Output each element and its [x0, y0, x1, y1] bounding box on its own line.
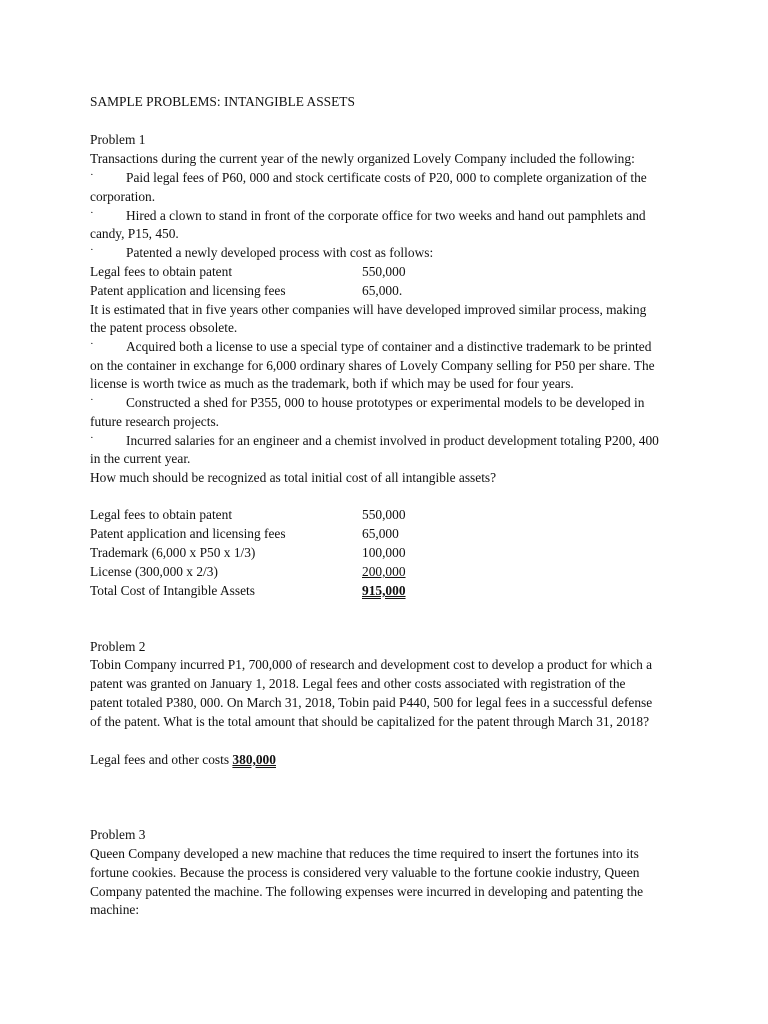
- solution-label: Trademark (6,000 x P50 x 1/3): [90, 545, 256, 560]
- bullet-continuation: in the current year.: [90, 451, 191, 466]
- bullet-marker: ·: [90, 394, 94, 406]
- cost-amount: 550,000: [362, 264, 406, 279]
- problem-3-text: Queen Company developed a new machine that reduces the time required to insert the fortunes into its: [90, 846, 639, 861]
- bullet-continuation: on the container in exchange for 6,000 ordinary shares of Lovely Company selling for P50 per share. The: [90, 358, 655, 373]
- problem-3-text: fortune cookies. Because the process is considered very valuable to the fortune cookie industry, Queen: [90, 865, 640, 880]
- bullet-text: Patented a newly developed process with cost as follows:: [126, 245, 434, 260]
- problem-2-text: Tobin Company incurred P1, 700,000 of research and development cost to develop a product for which a: [90, 657, 653, 672]
- bullet-continuation: future research projects.: [90, 414, 220, 429]
- solution-amount: 550,000: [362, 507, 406, 522]
- solution-amount: 100,000: [362, 545, 406, 560]
- problem-1-heading: Problem 1: [90, 132, 146, 147]
- problem-1-question: How much should be recognized as total initial cost of all intangible assets?: [90, 470, 497, 485]
- bullet-text: Hired a clown to stand in front of the corporate office for two weeks and hand out pamphlets and: [126, 208, 646, 223]
- solution-total-amount: 915,000: [362, 583, 406, 598]
- solution-label: Patent application and licensing fees: [90, 526, 286, 541]
- solution-label: License (300,000 x 2/3): [90, 564, 218, 579]
- solution-total-label: Total Cost of Intangible Assets: [90, 583, 255, 598]
- bullet-continuation: candy, P15, 450.: [90, 226, 179, 241]
- problem-2-answer: [90, 750, 276, 769]
- problem-2-text: patent totaled P380, 000. On March 31, 2018, Tobin paid P440, 500 for legal fees in a successful defense: [90, 695, 653, 710]
- bullet-text: Incurred salaries for an engineer and a chemist involved in product development totaling P200, 400: [126, 433, 659, 448]
- estimate-text: the patent process obsolete.: [90, 320, 238, 335]
- cost-label: Patent application and licensing fees: [90, 283, 286, 298]
- bullet-text: Acquired both a license to use a special type of container and a distinctive trademark to be printed: [126, 339, 652, 354]
- answer-label: Legal fees and other costs: [90, 752, 230, 767]
- bullet-marker: ·: [90, 207, 94, 219]
- problem-2-text: of the patent. What is the total amount that should be capitalized for the patent through March 31, 2018?: [90, 714, 650, 729]
- bullet-text: Constructed a shed for P355, 000 to house prototypes or experimental models to be developed in: [126, 395, 645, 410]
- problem-1-intro: Transactions during the current year of the newly organized Lovely Company included the following:: [90, 151, 635, 166]
- bullet-marker: ·: [90, 338, 94, 350]
- cost-amount: 65,000.: [362, 283, 403, 298]
- problem-2-text: patent was granted on January 1, 2018. Legal fees and other costs associated with registration of the: [90, 676, 626, 691]
- bullet-text: Paid legal fees of P60, 000 and stock certificate costs of P20, 000 to complete organization of the: [126, 170, 647, 185]
- solution-amount: 65,000: [362, 526, 399, 541]
- bullet-marker: ·: [90, 244, 94, 256]
- answer-amount: 380,000: [232, 752, 276, 767]
- solution-amount: 200,000: [362, 564, 406, 579]
- estimate-text: It is estimated that in five years other companies will have developed improved similar process, making: [90, 302, 647, 317]
- problem-3-text: machine:: [90, 902, 140, 917]
- bullet-marker: ·: [90, 432, 94, 444]
- problem-3-heading: Problem 3: [90, 827, 146, 842]
- bullet-marker: ·: [90, 169, 94, 181]
- solution-label: Legal fees to obtain patent: [90, 507, 233, 522]
- problem-2-heading: Problem 2: [90, 639, 146, 654]
- document-title: SAMPLE PROBLEMS: INTANGIBLE ASSETS: [90, 94, 355, 109]
- bullet-continuation: license is worth twice as much as the trademark, both if which may be used for four years.: [90, 376, 574, 391]
- cost-label: Legal fees to obtain patent: [90, 264, 233, 279]
- problem-3-text: Company patented the machine. The following expenses were incurred in developing and patenting the: [90, 884, 644, 899]
- bullet-continuation: corporation.: [90, 189, 156, 204]
